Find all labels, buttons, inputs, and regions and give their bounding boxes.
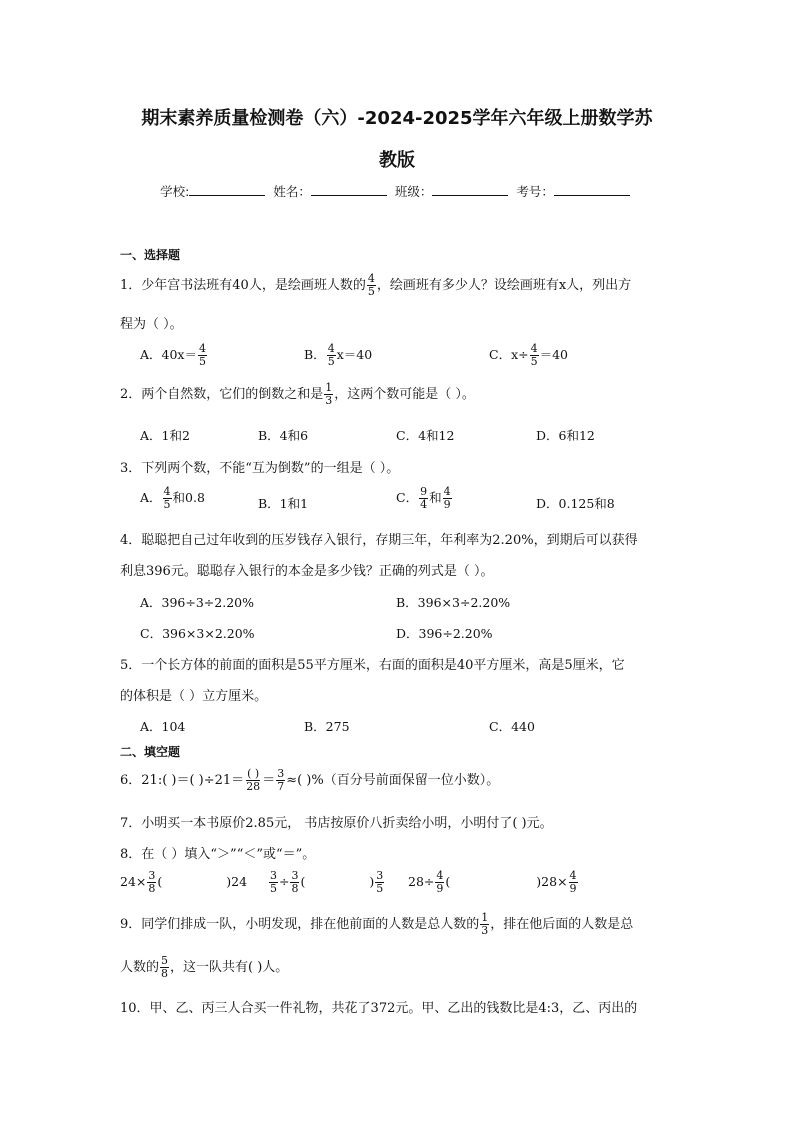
q1-opt-b-fraction [327,343,336,368]
q2-fraction [324,382,333,407]
q8-e2-den3: 5 [376,882,384,895]
q1-option-b[interactable] [304,343,372,368]
q6-frac1-den: 28 [246,780,261,793]
number-label: 考号： [516,184,554,199]
q3-opt-c-den2: 9 [443,498,451,511]
q1-opt-b-post: x＝40 [336,347,373,362]
number-blank[interactable] [554,183,630,196]
q9-frac1-num: 1 [481,911,489,924]
q3-opt-a-den: 5 [163,498,171,511]
q2-frac-den: 3 [325,394,333,407]
q9-line2 [120,955,288,980]
class-label: 班级： [394,184,433,199]
q1-opt-a-num: 4 [198,342,206,355]
q9-text-c: 人数的 [120,960,160,975]
q1-line2: 程为（ ）。 [120,317,183,332]
q8-e3-den2: 9 [569,882,577,895]
q1-opt-b-den: 5 [327,355,335,368]
q6-eq: ＝ [262,773,276,788]
q8-e3-pre: 28÷ [408,874,435,889]
q3-option-c[interactable] [396,486,453,511]
q8-e2-num2: 3 [291,869,299,882]
q8-e1-num: 3 [148,869,156,882]
q7-line1: 7．小明买一本书原价2.85元， 书店按原价八折卖给小明，小明付了( )元。 [120,816,553,831]
q2-text-b: ，这两个数可能是（ ）。 [334,387,475,402]
q1-opt-c-fraction [530,343,539,368]
q3-opt-c-den1: 4 [420,498,428,511]
q8-e1-fraction [147,870,156,895]
q6-text-b: ≈( )%（百分号前面保留一位小数）。 [286,773,500,788]
q6-fraction1 [245,768,261,793]
q8-e2-close: ) [369,874,375,889]
class-blank[interactable] [432,183,508,196]
q3-opt-c-num2: 4 [443,485,451,498]
q8-e3-close: )28× [536,874,568,889]
q8-e2-fraction1 [269,870,278,895]
q5-line2: 的体积是（ ）立方厘米。 [120,689,268,704]
q10-line1: 10．甲、乙、丙三人合买一件礼物，共花了372元。甲、乙出的钱数比是4:3，乙、丙出的 [120,1001,638,1016]
q2-option-a[interactable]: A．1和2 [140,428,190,443]
q9-line1 [120,912,633,937]
q1-opt-c-text: C．x÷ [489,347,529,362]
q5-line1: 5．一个长方体的前面的面积是55平方厘米，右面的面积是40平方厘米，高是5厘米，它 [120,658,625,673]
q8-e1-close: )24 [226,874,248,889]
q9-fraction1 [480,912,489,937]
q3-opt-c-fraction1 [419,486,428,511]
q1-opt-a-den: 5 [198,355,206,368]
q3-opt-c-fraction2 [443,486,452,511]
q4-option-a[interactable]: A．396÷3÷2.20% [140,595,254,610]
q8-e1-open: ( [157,874,163,889]
student-info-row [0,182,794,200]
q9-frac2-num: 5 [161,954,169,967]
q8-e3-open: ( [445,874,451,889]
q8-e2-num3: 3 [376,869,384,882]
q9-text-a: 9．同学们排成一队，小明发现，排在他前面的人数是总人数的 [120,917,480,932]
q8-e2-open: ( [300,874,306,889]
q8-e2-fraction3 [375,870,384,895]
q1-opt-c-num: 4 [530,342,538,355]
q6-frac1-num: ( ) [247,767,260,780]
q1-opt-c-den: 5 [530,355,538,368]
q9-frac1-den: 3 [481,924,489,937]
q8-e3-den: 9 [436,882,444,895]
q1-option-a[interactable] [140,343,208,368]
q3-option-b[interactable]: B．1和1 [258,496,309,511]
q1-line1 [120,273,631,298]
section-choice-heading: 一、选择题 [120,248,181,262]
q4-option-c[interactable]: C．396×3×2.20% [140,626,255,641]
q8-expr3 [408,870,579,895]
q1-fraction [367,273,376,298]
q1-opt-b-num: 4 [327,342,335,355]
q2-option-c[interactable]: C．4和12 [396,428,455,443]
q8-e2-op: ÷ [279,874,290,889]
q1-text-a: 1．少年宫书法班有40人，是绘画班人数的 [120,278,366,293]
q6-frac2-num: 3 [277,767,285,780]
q8-e3-fraction [435,870,444,895]
q3-opt-c-num1: 9 [420,485,428,498]
q9-text-d: ，这一队共有( )人。 [170,960,289,975]
q2-text-a: 2．两个自然数，它们的倒数之和是 [120,387,324,402]
q2-option-d[interactable]: D．6和12 [536,428,595,443]
exam-title-line2: 教版 [379,150,415,171]
q9-text-b: ，排在他后面的人数是总 [490,917,634,932]
q1-option-c[interactable] [489,343,568,368]
q1-frac-num: 4 [367,272,375,285]
q8-e2-fraction2 [290,870,299,895]
q8-line1: 8．在（ ）填入“＞”“＜”或“＝”。 [120,847,316,862]
q2-frac-num: 1 [325,381,333,394]
q1-frac-den: 5 [367,285,375,298]
q3-opt-c-mid: 和 [429,490,442,505]
q6-text-a: 6．21:( )＝( )÷21＝ [120,773,245,788]
q3-option-a[interactable] [140,486,205,511]
q4-line1: 4．聪聪把自己过年收到的压岁钱存入银行，存期三年，年利率为2.20%，到期后可以获得 [120,533,638,548]
q3-opt-a-post: 和0.8 [172,490,205,505]
q3-line1: 3．下列两个数，不能“互为倒数”的一组是（ ）。 [120,461,400,476]
q4-option-d[interactable]: D．396÷2.20% [396,626,493,641]
q8-e2-den2: 8 [291,882,299,895]
q8-expr2 [268,870,385,895]
exam-title-line1: 期末素养质量检测卷（六）-2024-2025学年六年级上册数学苏 [141,108,653,129]
q6-fraction2 [276,768,285,793]
q3-opt-a-text: A． [140,490,162,505]
q4-option-b[interactable]: B．396×3÷2.20% [396,595,511,610]
q8-e1-pre: 24× [120,874,147,889]
q2-line1 [120,382,475,407]
q8-e3-fraction2 [569,870,578,895]
section-fill-heading: 二、填空题 [120,745,181,759]
q8-e2-den1: 5 [270,882,277,895]
q9-frac2-den: 8 [161,967,169,980]
q8-expr1 [120,870,247,895]
q5-option-a[interactable]: A．104 [140,719,186,734]
name-blank[interactable] [311,183,387,196]
q8-e2-num1: 3 [270,869,277,882]
q1-opt-a-fraction [198,343,207,368]
q5-option-b[interactable]: B．275 [304,719,350,734]
q8-e1-den: 8 [148,882,156,895]
q1-text-b: ，绘画班有多少人？设绘画班有x人，列出方 [376,278,632,293]
name-label: 姓名： [273,184,311,199]
q1-opt-c-post: ＝40 [539,347,568,362]
q4-line2: 利息396元。聪聪存入银行的本金是多少钱？正确的列式是（ ）。 [120,564,494,579]
school-blank[interactable] [189,183,265,196]
q2-option-b[interactable]: B．4和6 [258,428,309,443]
q6-frac2-den: 7 [277,780,285,793]
q8-e3-num: 4 [436,869,444,882]
q6-line1 [120,768,499,793]
q8-e3-num2: 4 [569,869,577,882]
q3-opt-a-fraction [163,486,172,511]
q3-option-d[interactable]: D．0.125和8 [536,496,615,511]
q5-option-c[interactable]: C．440 [489,719,535,734]
q3-opt-c-text: C． [396,490,419,505]
q9-fraction2 [160,955,169,980]
q3-opt-a-num: 4 [163,485,171,498]
q1-opt-b-text: B． [304,347,326,362]
q1-opt-a-text: A．40x＝ [140,347,197,362]
school-label: 学校: [160,184,190,199]
